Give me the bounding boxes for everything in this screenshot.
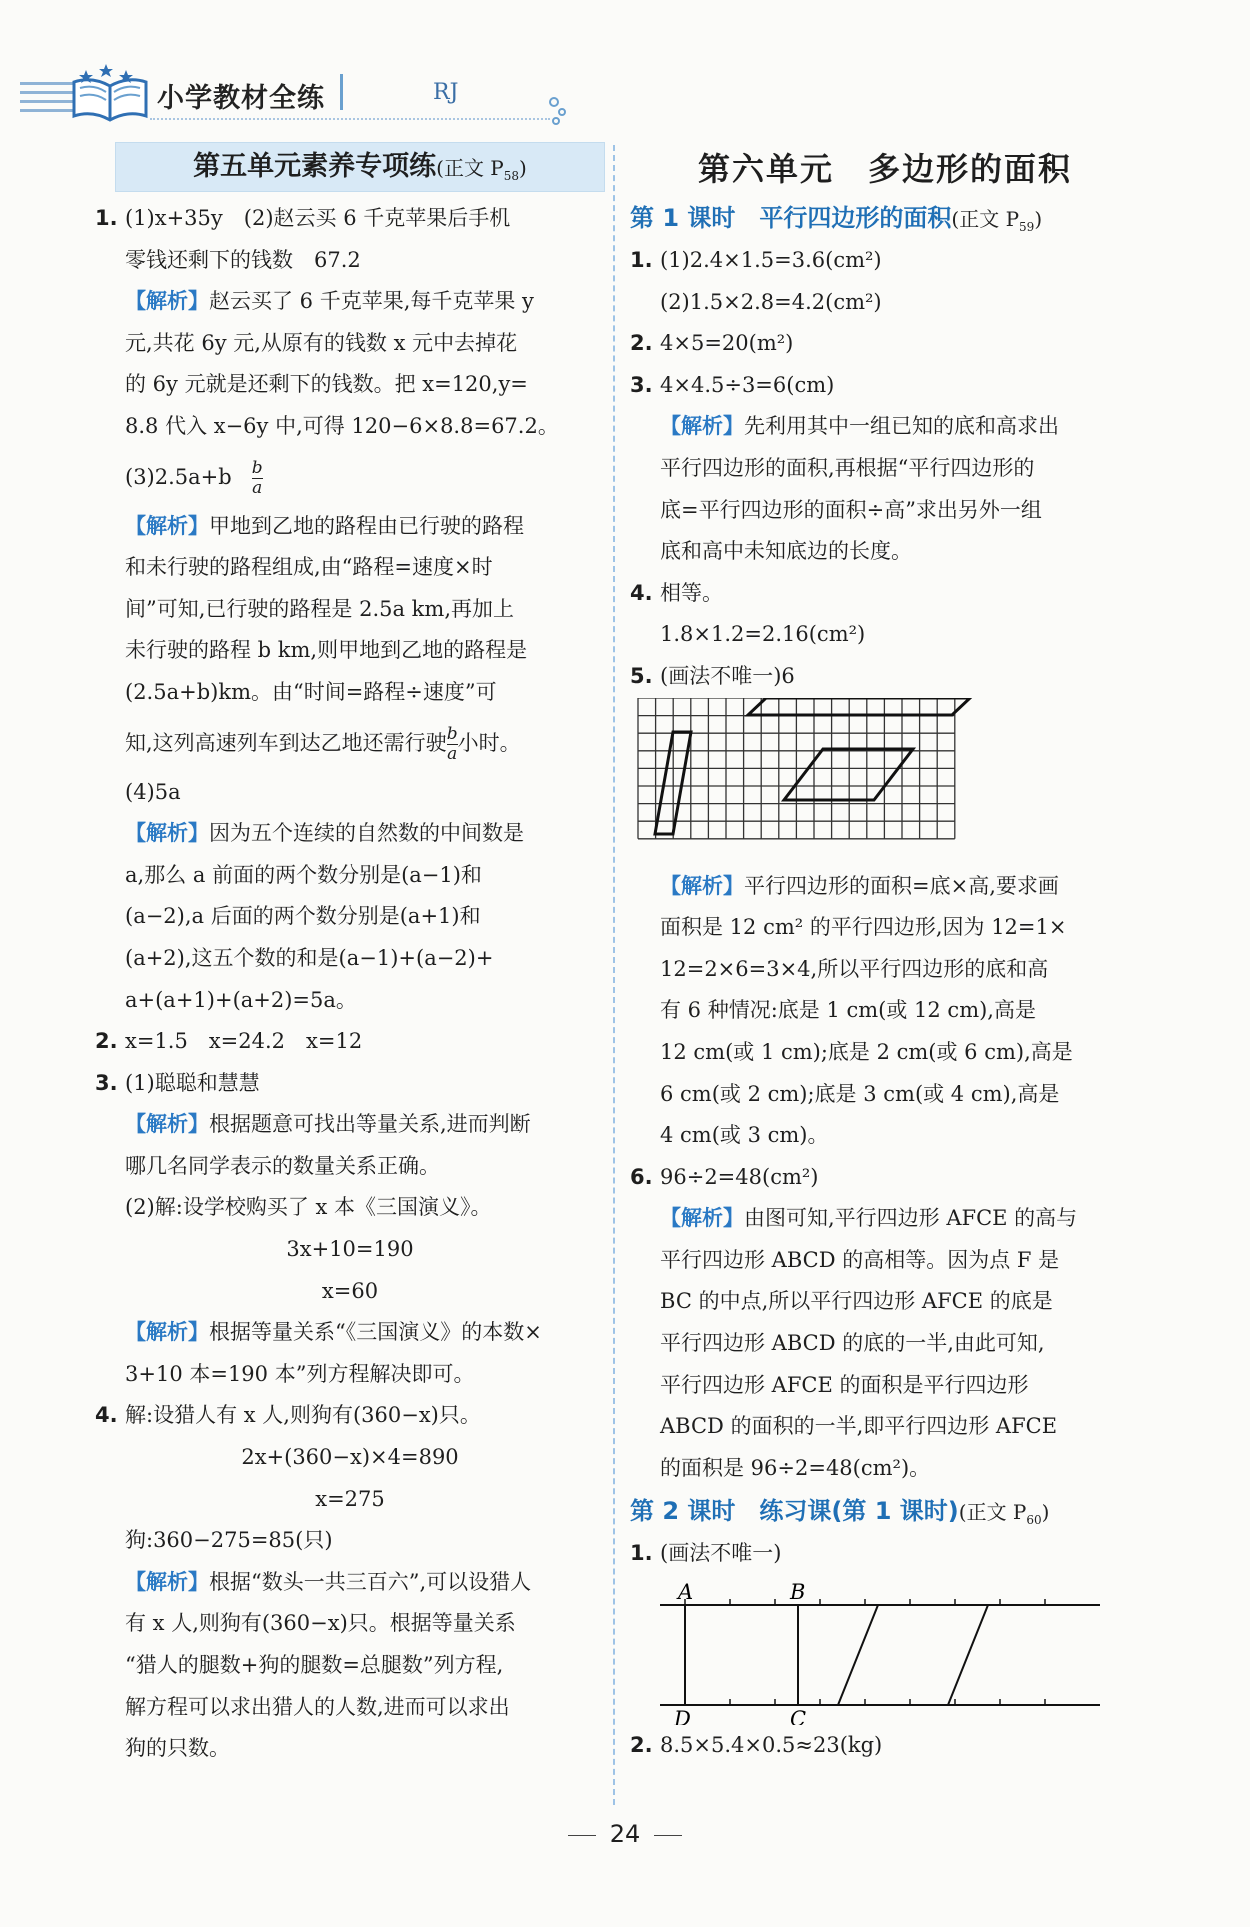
q1p3-analysis-3: 间”可知,已行驶的路程是 2.5a km,再加上 [125, 596, 514, 621]
r-q6-analysis-1: 【解析】由图可知,平行四边形 AFCE 的高与 [660, 1206, 1078, 1231]
point-a-label: A [678, 1580, 694, 1605]
q1p4-analysis-5: a+(a+1)+(a+2)=5a。 [125, 987, 357, 1012]
r-q1-part1: 1. (1)2.4×1.5=3.6(cm²) [630, 248, 882, 272]
parallel-lines-figure [630, 1575, 1140, 1725]
r-q4-answer: 4. 相等。 [630, 580, 723, 605]
r-q3-analysis-3: 底=平行四边形的面积÷高”求出另外一组 [660, 497, 1042, 522]
r-q6-analysis-5: 平行四边形 AFCE 的面积是平行四边形 [660, 1372, 1029, 1397]
r-q5-analysis-1: 【解析】平行四边形的面积=底×高,要求画 [660, 873, 1059, 898]
r-q6-analysis-7: 的面积是 96÷2=48(cm²)。 [660, 1455, 931, 1480]
q1p4-analysis-1: 【解析】因为五个连续的自然数的中间数是 [125, 821, 524, 846]
q3p2-analysis-1: 【解析】根据等量关系“《三国演义》的本数× [125, 1320, 542, 1345]
r-q3-analysis-1: 【解析】先利用其中一组已知的底和高求出 [660, 414, 1059, 439]
q4-equation-2: x=275 [315, 1486, 385, 1511]
q1-line-1: 1. (1)x+35y (2)赵云买 6 千克苹果后手机 [95, 206, 511, 230]
r-q3-answer: 3. 4×4.5÷3=6(cm) [630, 372, 835, 397]
q1-line-2: 零钱还剩下的钱数 67.2 [125, 247, 361, 272]
q1-analysis-1: 【解析】赵云买了 6 千克苹果,每千克苹果 y [125, 289, 534, 314]
brand-separator [340, 74, 343, 110]
r-q5-analysis-3: 12=2×6=3×4,所以平行四边形的底和高 [660, 956, 1049, 981]
q3-analysis-1: 【解析】根据题意可找出等量关系,进而判断 [125, 1112, 531, 1137]
grid-figure-svg [630, 698, 1140, 866]
grid-parallelograms-figure [630, 698, 1140, 866]
q2-answer: 2. x=1.5 x=24.2 x=12 [95, 1029, 363, 1054]
q1p4-analysis-4: (a+2),这五个数的和是(a−1)+(a−2)+ [125, 945, 494, 970]
edition-label: RJ [433, 80, 459, 105]
q1-analysis-4: 8.8 代入 x−6y 中,可得 120−6×8.8=67.2。 [125, 413, 559, 438]
point-b-label: B [790, 1580, 806, 1605]
left-column [95, 142, 605, 1770]
r-q6-answer: 6. 96÷2=48(cm²) [630, 1164, 819, 1189]
r-q5-analysis-6: 6 cm(或 2 cm);底是 3 cm(或 4 cm),高是 [660, 1081, 1060, 1106]
unit5-title: 第五单元素养专项练(正文 $P_{58}$) [115, 142, 605, 192]
q4-equation-1: 2x+(360−x)×4=890 [241, 1445, 459, 1470]
bubbles-decoration [548, 96, 572, 126]
r-q4-calc: 1.8×1.2=2.16(cm²) [660, 622, 866, 647]
r-q3-analysis-2: 平行四边形的面积,再根据“平行四边形的 [660, 455, 1035, 480]
q4-analysis-4: 解方程可以求出猎人的人数,进而可以求出 [125, 1694, 510, 1719]
q1-analysis-3: 的 6y 元就是还剩下的钱数。把 x=120,y= [125, 372, 528, 397]
r2-q1-answer: 1. (画法不唯一) [630, 1541, 782, 1566]
r-q5-analysis-5: 12 cm(或 1 cm);底是 2 cm(或 6 cm),高是 [660, 1039, 1073, 1064]
r-q2-answer: 2. 4×5=20(m²) [630, 331, 794, 356]
header-dotted-rule [150, 118, 550, 120]
q4-analysis-5: 狗的只数。 [125, 1736, 230, 1761]
r-q6-analysis-3: BC 的中点,所以平行四边形 AFCE 的底是 [660, 1289, 1053, 1314]
q1p3-analysis-6: 知,这列高速列车到达乙地还需行驶 $\frac{b}{a}$ 小时。 [125, 723, 521, 764]
q1p3-analysis-5: (2.5a+b)km。由“时间=路程÷速度”可 [125, 679, 497, 704]
r-q6-analysis-2: 平行四边形 ABCD 的高相等。因为点 F 是 [660, 1247, 1060, 1272]
point-c-label: C [790, 1707, 807, 1726]
q3-equation-2: x=60 [321, 1278, 379, 1303]
r-q6-analysis-4: 平行四边形 ABCD 的底的一半,由此可知, [660, 1331, 1045, 1356]
q1p4-analysis-3: (a−2),a 后面的两个数分别是(a+1)和 [125, 904, 481, 929]
q1p3-analysis-1: 【解析】甲地到乙地的路程由已行驶的路程 [125, 513, 524, 538]
r-q5-answer: 5. (画法不唯一)6 [630, 663, 795, 688]
q3-equation-1: 3x+10=190 [286, 1237, 414, 1262]
q4-dog-count: 狗:360−275=85(只) [125, 1528, 333, 1553]
q4-analysis-3: “猎人的腿数+狗的腿数=总腿数”列方程, [125, 1653, 504, 1677]
q1-part4: (4)5a [125, 779, 181, 804]
column-divider [613, 145, 615, 1805]
q1p4-analysis-2: a,那么 a 前面的两个数分别是(a−1)和 [125, 862, 482, 887]
q3-part1: 3. (1)聪聪和慧慧 [95, 1070, 260, 1095]
q1-part3: (3)2.5a+b $\frac{b}{a}$ [125, 457, 263, 498]
fraction-b-over-a: $\frac{b}{a}$ [251, 457, 263, 498]
r-q5-analysis-4: 有 6 种情况:底是 1 cm(或 12 cm),高是 [660, 998, 1036, 1023]
open-book-icon [70, 62, 150, 124]
q4-setup: 4. 解:设猎人有 x 人,则狗有(360−x)只。 [95, 1403, 481, 1428]
r-q5-analysis-2: 面积是 12 cm² 的平行四边形,因为 12=1× [660, 915, 1067, 940]
q3-part2: (2)解:设学校购买了 x 本《三国演义》。 [125, 1195, 492, 1220]
unit6-title: 第六单元 多边形的面积 [697, 150, 1072, 188]
q1p3-analysis-4: 未行驶的路程 b km,则甲地到乙地的路程是 [125, 638, 528, 663]
q1-analysis-2: 元,共花 6y 元,从原有的钱数 x 元中去掉花 [125, 330, 518, 355]
parallelogram-middle [784, 749, 913, 800]
r-q1-part2: (2)1.5×2.8=4.2(cm²) [660, 289, 882, 314]
r-q6-analysis-6: ABCD 的面积的一半,即平行四边形 AFCE [660, 1414, 1058, 1439]
lesson2-heading: 第 2 课时 练习课(第 1 课时)(正文 $P_{60}$) [630, 1497, 1050, 1528]
q4-analysis-2: 有 x 人,则狗有(360−x)只。根据等量关系 [125, 1611, 516, 1636]
lesson1-heading: 第 1 课时 平行四边形的面积(正文 $P_{59}$) [630, 204, 1043, 234]
q4-analysis-1: 【解析】根据“数头一共三百六”,可以设猎人 [125, 1569, 532, 1594]
r-q3-analysis-4: 底和高中未知底边的长度。 [660, 539, 912, 564]
point-d-label: D [674, 1707, 691, 1726]
parallel-lines-svg [630, 1575, 1140, 1725]
right-column [630, 142, 1140, 1767]
brand-title: 小学教材全练 [157, 83, 325, 114]
q3p2-analysis-2: 3+10 本=190 本”列方程解决即可。 [125, 1361, 475, 1386]
r-q5-analysis-7: 4 cm(或 3 cm)。 [660, 1123, 829, 1148]
q1p3-analysis-2: 和未行驶的路程组成,由“路程=速度×时 [125, 555, 493, 580]
q3-analysis-2: 哪几名同学表示的数量关系正确。 [125, 1153, 440, 1178]
page-header [0, 60, 600, 130]
r2-q2-answer: 2. 8.5×5.4×0.5≈23(kg) [630, 1733, 883, 1758]
page-number: 24 [0, 1820, 1250, 1848]
